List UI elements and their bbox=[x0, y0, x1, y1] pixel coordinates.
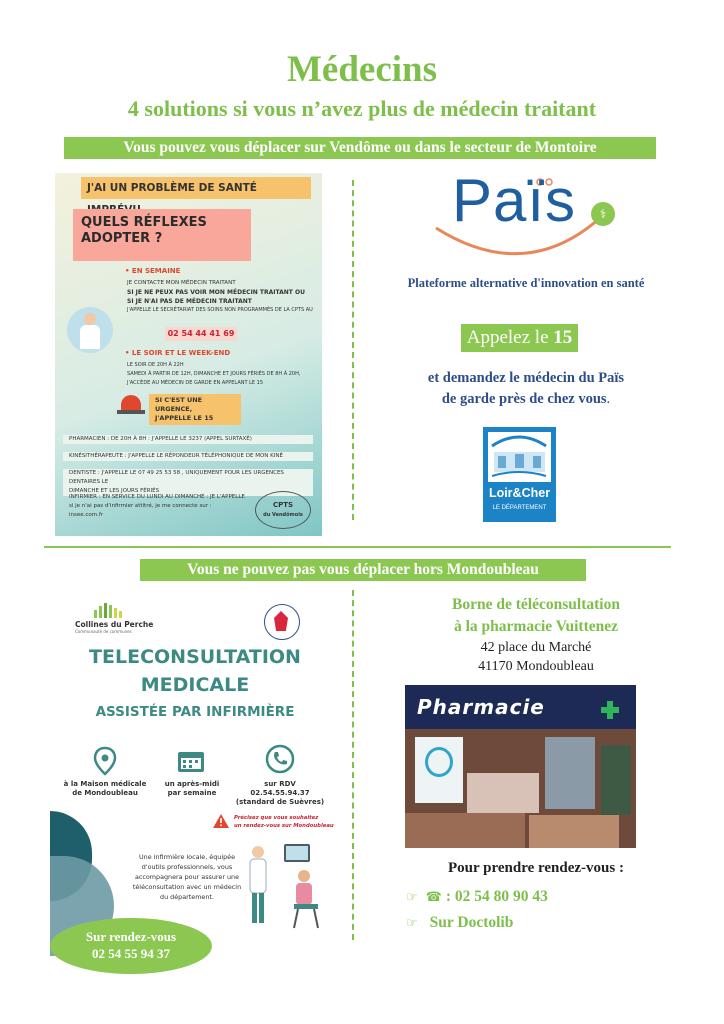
where-text bbox=[60, 780, 150, 798]
cpts-phone: 02 54 44 41 69 bbox=[165, 327, 237, 341]
call-prefix: Appelez le bbox=[466, 327, 549, 348]
when-line: par semaine bbox=[167, 789, 217, 797]
call-15-box bbox=[461, 324, 578, 352]
page-title: Médecins bbox=[286, 49, 438, 90]
rdv-line: 02.54.55.94.37 bbox=[250, 789, 310, 797]
entrance-steps bbox=[529, 815, 619, 848]
section-separator bbox=[44, 546, 671, 548]
calendar-icon bbox=[176, 748, 206, 778]
pharmacy-address bbox=[356, 638, 716, 676]
rdv-doctolib-row bbox=[406, 914, 706, 932]
window-display bbox=[467, 773, 539, 813]
warning-line: Précisez que vous souhaitez bbox=[234, 815, 319, 821]
demandez-line: de garde près de chez vous bbox=[441, 391, 607, 407]
address-line: 41170 Mondoubleau bbox=[478, 659, 594, 674]
semaine-line: SI JE N'AI PAS DE MÉDECIN TRAITANT bbox=[127, 298, 252, 305]
rdv-phone: : 02 54 80 90 43 bbox=[445, 888, 548, 905]
column-divider bbox=[352, 180, 354, 520]
demandez-text bbox=[346, 368, 706, 410]
rdv-phone-row bbox=[406, 888, 706, 906]
warning-text bbox=[234, 814, 334, 830]
doctolib-link: Sur Doctolib bbox=[429, 914, 514, 931]
infirmier-line: INFIRMIER : EN SERVICE DU LUNDI AU DIMANCHE : JE L'APPELLE bbox=[69, 494, 245, 500]
weekend-line: LE SOIR DE 20H À 22H bbox=[127, 362, 184, 368]
cpts-logo-line: du Vendômois bbox=[263, 512, 303, 518]
pharmacy-photo bbox=[405, 685, 636, 848]
tele-title-line3: ASSISTÉE PAR INFIRMIÈRE bbox=[95, 704, 295, 720]
warning-line: un rendez-vous sur Mondoubleau bbox=[234, 823, 334, 829]
pais-description: Plateforme alternative d'innovation en santé bbox=[407, 276, 645, 290]
urgence-line: SI C'EST UNE URGENCE, bbox=[155, 396, 203, 413]
urgence-line: J'APPELLE LE 15 bbox=[155, 414, 214, 422]
pointing-hand-icon: ☞ bbox=[406, 890, 418, 905]
tele-title-line1: TELECONSULTATION bbox=[89, 646, 301, 668]
weekend-line: J'ACCÈDE AU MÉDECIN DE GARDE EN APPELANT LE 15 bbox=[127, 380, 264, 386]
poster-question-line2: ADOPTER ? bbox=[81, 231, 163, 246]
borne-title-line: Borne de téléconsultation bbox=[452, 596, 620, 613]
rdv-title: Pour prendre rendez-vous : bbox=[448, 860, 624, 876]
poster-question bbox=[73, 209, 251, 261]
pointing-hand-icon: ☞ bbox=[406, 916, 418, 931]
poster-top-banner: J'AI UN PROBLÈME DE SANTÉ bbox=[81, 177, 311, 199]
weekend-heading: • LE SOIR ET LE WEEK-END bbox=[125, 349, 231, 357]
entrance-door bbox=[545, 737, 595, 809]
tele-description bbox=[126, 852, 248, 902]
demandez-line: et demandez le médecin du Païs bbox=[427, 370, 625, 386]
infirmier-text bbox=[63, 493, 251, 520]
pharmacien-line: PHARMACIEN : DE 20H À 8H : J'APPELLE LE 3237 (APPEL SURTAXÉ) bbox=[63, 435, 313, 444]
borne-title bbox=[356, 594, 716, 638]
desc-line: téléconsultation avec un médecin bbox=[132, 883, 242, 891]
medical-seal-icon bbox=[264, 604, 300, 640]
sidewalk bbox=[405, 813, 525, 848]
address-line: 42 place du Marché bbox=[480, 640, 592, 655]
weekend-text bbox=[127, 361, 317, 388]
semaine-line: J'APPELLE LE SECRÉTARIAT DES SOINS NON PROGRAMMÉS DE LA CPTS AU bbox=[127, 307, 313, 313]
departement-text: LE DÉPARTEMENT bbox=[492, 505, 547, 511]
warning-icon bbox=[212, 813, 230, 833]
section2-band: Vous ne pouvez pas vous déplacer hors Mondoubleau bbox=[140, 559, 586, 581]
where-line: à la Maison médicale bbox=[63, 780, 147, 788]
weekend-line: SAMEDI À PARTIR DE 12H, DIMANCHE ET JOURS FÉRIÉS DE 8H À 20H, bbox=[127, 371, 301, 377]
collines-sub: Communauté de communes bbox=[75, 629, 132, 634]
location-pin-icon bbox=[92, 746, 118, 780]
cpts-logo bbox=[255, 491, 311, 529]
telephone-icon: ☎ bbox=[425, 890, 442, 905]
loir-et-cher-emblem bbox=[488, 432, 551, 482]
desc-line: accompagnera pour assurer une bbox=[134, 873, 240, 881]
collines-logo-bars bbox=[92, 602, 132, 618]
demandez-dot: . bbox=[606, 391, 611, 407]
semaine-line: JE CONTACTE MON MÉDECIN TRAITANT bbox=[127, 280, 236, 286]
kine-line: KINÉSITHÉRAPEUTE : J'APPELLE LE RÉPONDEUR TÉLÉPHONIQUE DE MON KINÉ bbox=[63, 452, 313, 461]
siren-base bbox=[117, 410, 145, 414]
when-text bbox=[150, 780, 234, 798]
rdv-line: sur RDV bbox=[264, 780, 296, 788]
semaine-heading: • EN SEMAINE bbox=[125, 267, 181, 275]
column-divider bbox=[352, 590, 354, 940]
green-cross-icon-v bbox=[607, 701, 613, 719]
rdv-info bbox=[230, 780, 330, 807]
desc-line: Une infirmière locale, équipée bbox=[138, 853, 236, 861]
borne-title-line: à la pharmacie Vuittenez bbox=[453, 618, 619, 635]
urgence-box bbox=[149, 394, 241, 425]
loir-et-cher-text: Loir&Cher bbox=[488, 486, 551, 500]
semaine-text bbox=[127, 279, 317, 315]
cpts-poster bbox=[55, 173, 322, 536]
collines-name: Collines du Perche bbox=[75, 620, 154, 629]
teleconsultation-poster bbox=[50, 596, 345, 981]
dentiste-line: DENTISTE : J'APPELLE LE 07 49 25 53 58 , UNIQUEMENT POUR LES URGENCES DENTAIRES LE bbox=[69, 470, 284, 485]
siren-icon bbox=[121, 395, 141, 411]
dentiste-line: DIMANCHE ET LES JOURS FÉRIÉS bbox=[69, 488, 160, 494]
where-line: de Mondoubleau bbox=[72, 789, 138, 797]
desc-line: d'outils professionnels, vous bbox=[141, 863, 233, 871]
rdv-oval bbox=[50, 918, 212, 974]
oval-line: Sur rendez-vous bbox=[85, 929, 177, 944]
infirmier-line: insee.com.fr bbox=[69, 512, 104, 518]
semaine-line: SI JE NE PEUX PAS VOIR MON MÉDECIN TRAITANT OU bbox=[127, 289, 305, 296]
tele-title-line2: MEDICALE bbox=[140, 674, 250, 696]
phone-icon bbox=[265, 744, 295, 778]
nurse-patient-illustration bbox=[246, 836, 336, 936]
svg-text:⚕: ⚕ bbox=[599, 207, 607, 221]
pharmacy-sign: Pharmacie bbox=[417, 695, 545, 719]
doctor-illustration bbox=[67, 307, 113, 353]
desc-line: du département. bbox=[160, 893, 214, 901]
page-subtitle: 4 solutions si vous n’avez plus de médecin traitant bbox=[127, 96, 597, 121]
section1-band: Vous pouvez vous déplacer sur Vendôme ou dans le secteur de Montoire bbox=[64, 137, 656, 159]
cpts-logo-line: CPTS bbox=[272, 501, 294, 509]
rdv-line: (standard de Suèvres) bbox=[235, 798, 325, 806]
pais-logo-text: Païs bbox=[452, 167, 577, 234]
side-window bbox=[601, 745, 631, 815]
call-number: 15 bbox=[553, 327, 573, 348]
loir-et-cher-logo bbox=[483, 427, 556, 522]
when-line: un après-midi bbox=[164, 780, 220, 788]
window-poster bbox=[415, 737, 463, 803]
infirmier-line: si je n'ai pas d'infirmier attitré, je me connecte sur : bbox=[69, 503, 212, 509]
oval-line: 02 54 55 94 37 bbox=[92, 946, 170, 961]
poster-question-line1: QUELS RÉFLEXES bbox=[81, 215, 207, 230]
